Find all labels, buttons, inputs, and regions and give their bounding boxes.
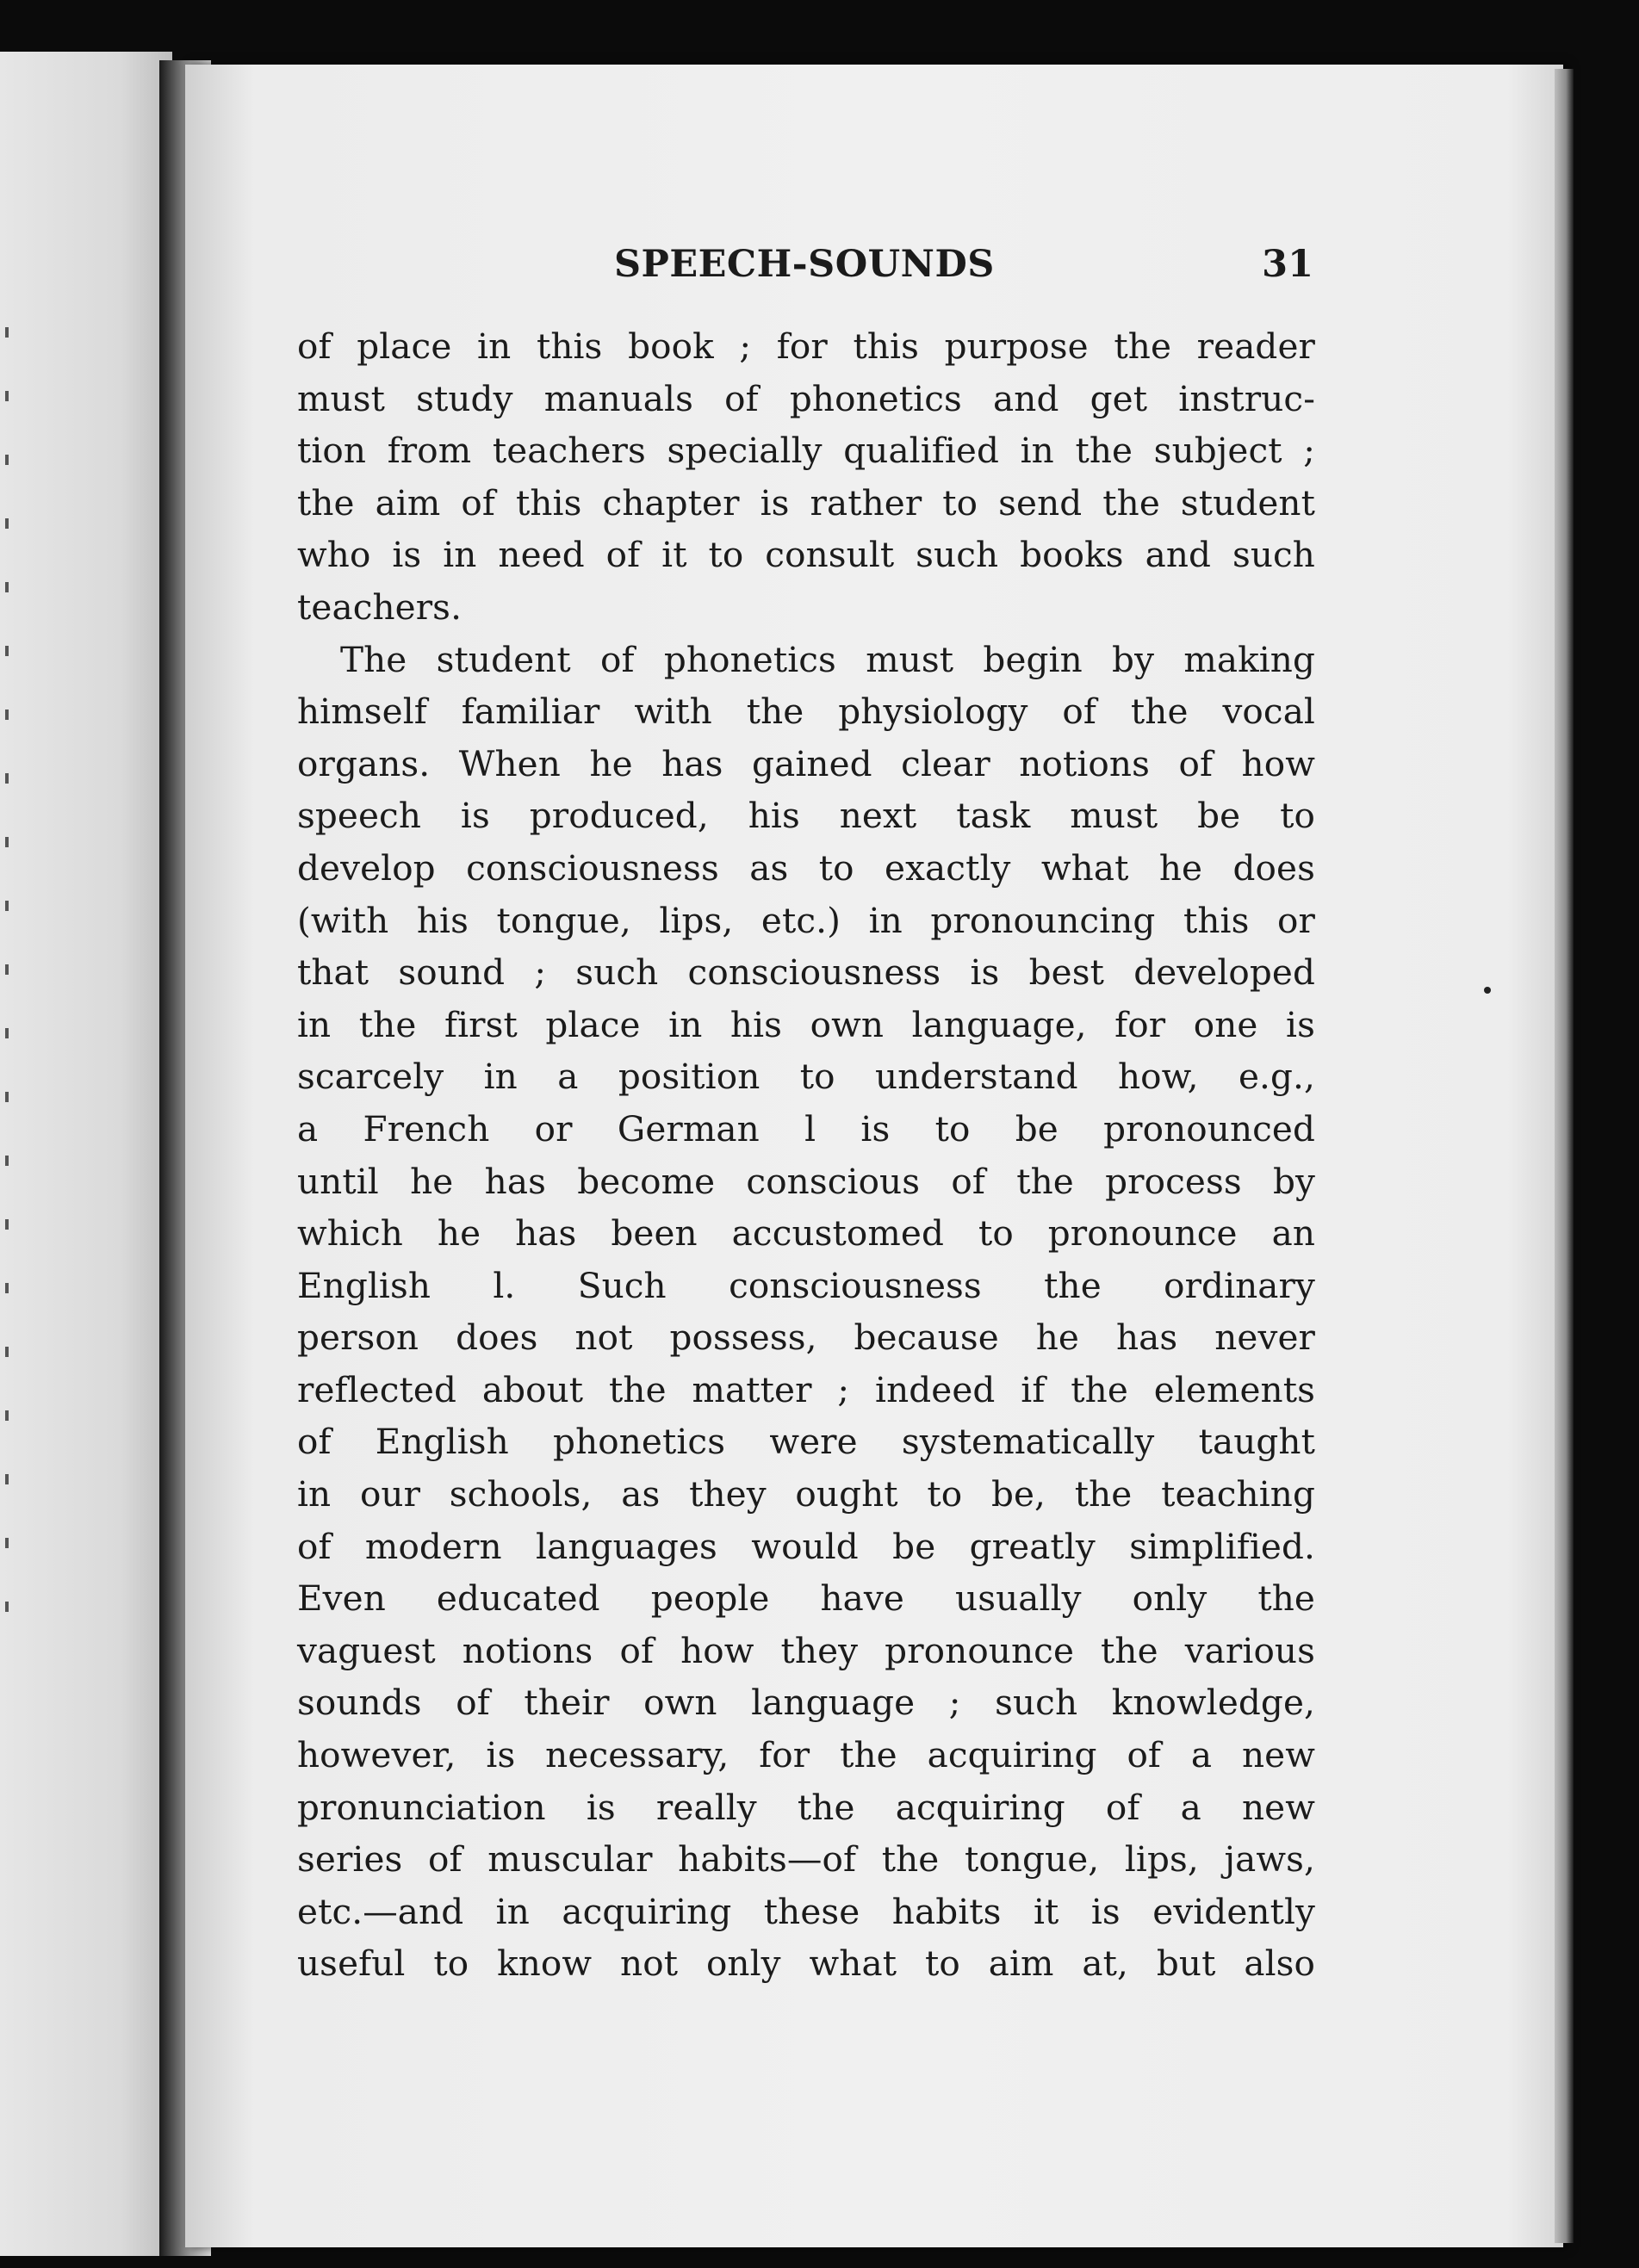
body-text [297,320,1315,1990]
text-line: etc.—and in acquiring these habits it is evidently [297,1890,1315,1932]
text-line: that sound ; such consciousness is best developed [297,951,1315,994]
facing-page-margin-marks [0,327,17,1533]
text-line: the aim of this chapter is rather to send the student [297,481,1315,524]
text-line: until he has become conscious of the process by [297,1160,1315,1202]
page-edge-shadow [1555,69,1574,2243]
text-line: in our schools, as they ought to be, the teaching [297,1473,1315,1515]
facing-page-edge [0,52,172,2256]
text-line: a French or German l is to be pronounced [297,1107,1315,1149]
paragraph-first-line: The student of phonetics must begin by making [340,638,1315,680]
text-line: develop consciousness as to exactly what he does [297,846,1315,889]
text-line: in the first place in his own language, for one is [297,1003,1315,1045]
text-line: Even educated people have usually only the [297,1577,1315,1620]
text-line: (with his tongue, lips, etc.) in pronouncing this or [297,899,1315,941]
text-line: of place in this book ; for this purpose the reader [297,325,1315,367]
text-line: reflected about the matter ; indeed if the elements [297,1368,1315,1410]
text-line: pronunciation is really the acquiring of a new [297,1786,1315,1828]
text-line: tion from teachers specially qualified in the subject ; [297,430,1315,472]
text-line: of English phonetics were systematically taught [297,1421,1315,1463]
text-line: must study manuals of phonetics and get instruc- [297,377,1315,419]
text-line: teachers. [297,586,463,628]
text-line: however, is necessary, for the acquiring of a new [297,1734,1315,1776]
text-line: person does not possess, because he has never [297,1317,1315,1359]
text-line: of modern languages would be greatly simplified. [297,1525,1315,1567]
text-line: vaguest notions of how they pronounce the various [297,1629,1315,1671]
scan-speck [1484,987,1491,994]
text-line: series of muscular habits—of the tongue, lips, jaws, [297,1838,1315,1881]
text-line: scarcely in a position to understand how, e.g., [297,1056,1315,1098]
text-line: organs. When he has gained clear notions of how [297,742,1315,784]
text-line: himself familiar with the physiology of the vocal [297,691,1315,733]
running-head: SPEECH-SOUNDS [614,243,995,286]
text-line: which he has been accustomed to pronounce an [297,1212,1315,1255]
text-line: useful to know not only what to aim at, but also [297,1943,1315,1985]
text-line: speech is produced, his next task must be to [297,795,1315,837]
text-line: who is in need of it to consult such books and such [297,534,1315,576]
page-number: 31 [1262,243,1313,286]
page-header [297,243,1313,303]
text-line: English l. Such consciousness the ordinary [297,1264,1315,1306]
text-line: sounds of their own language ; such knowledge, [297,1682,1315,1724]
